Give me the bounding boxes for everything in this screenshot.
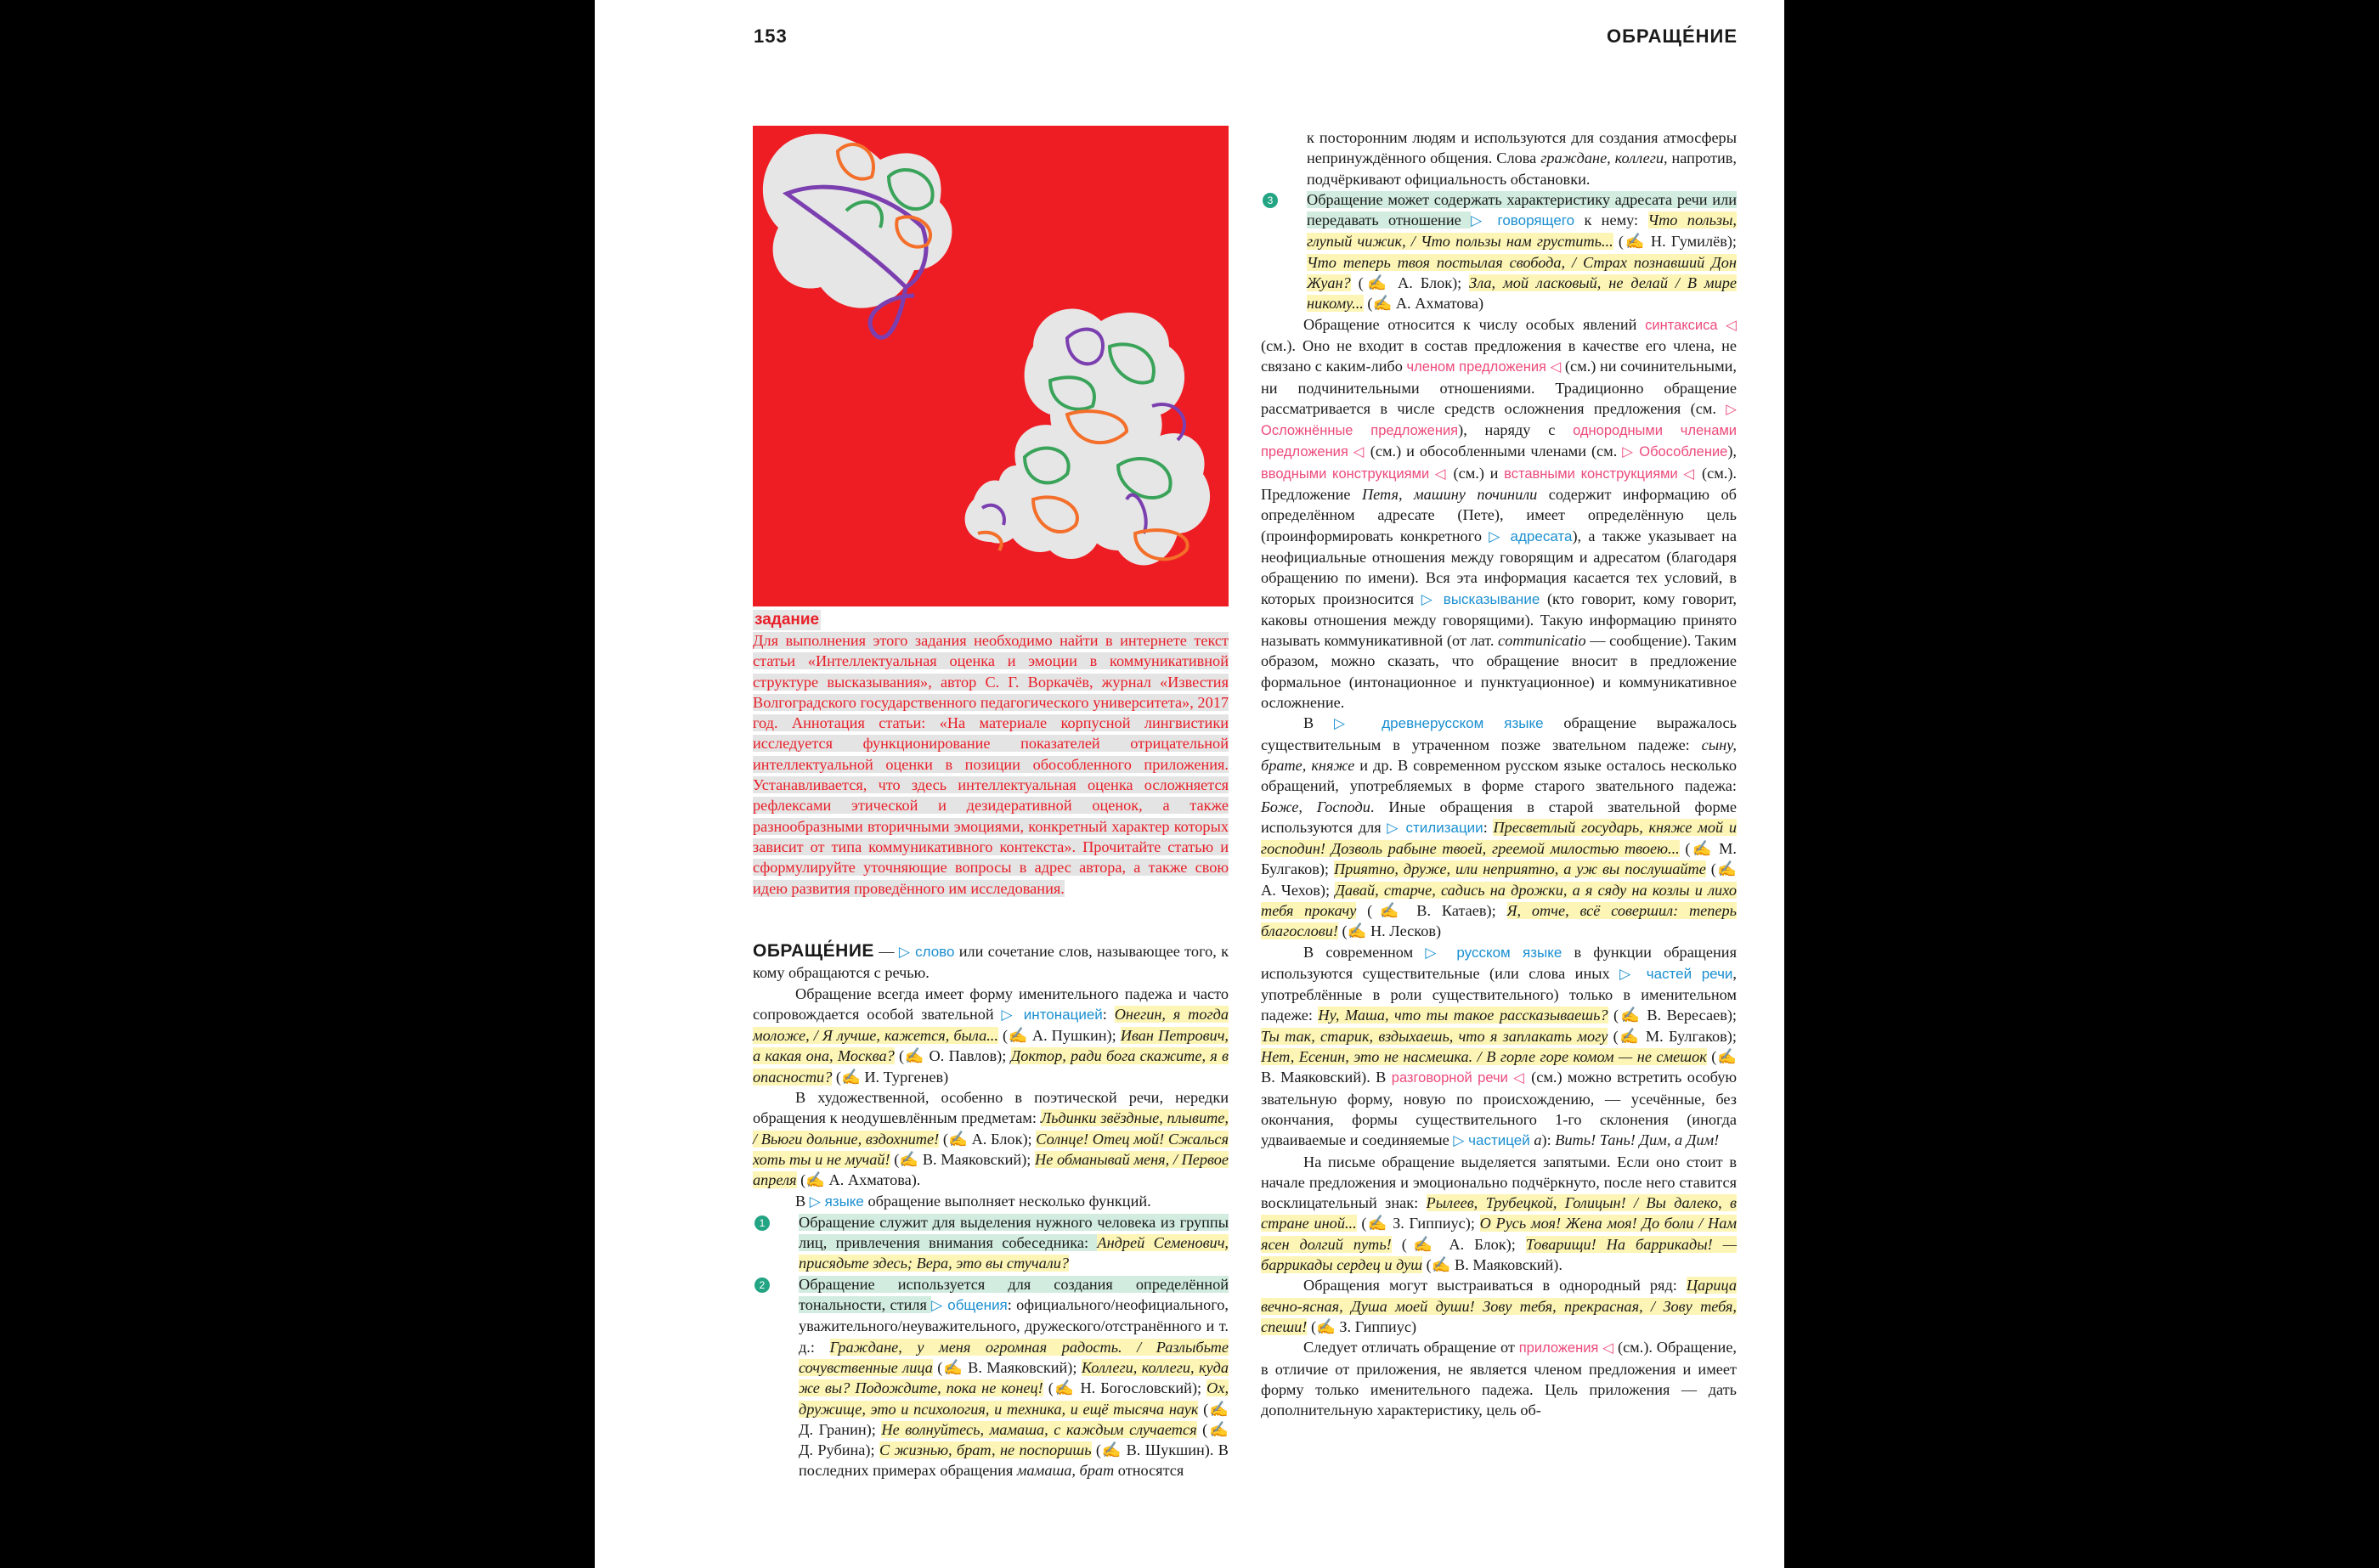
link-parts-of-speech[interactable]: ▷ частей речи	[1619, 965, 1733, 982]
paragraph: Следует отличать обращение от приложения ◁ (см.). Обращение, в отличие от приложения, не является членом предложения и имеет форму только именительного падежа. Цель приложения — дать дополнительную характеристику, цель об-	[1261, 1339, 1738, 1419]
link-stylization[interactable]: ▷ стилизации	[1387, 819, 1483, 836]
entry-definition: ОБРАЩЕ́НИЕ — ▷ слово или сочетание слов, называющее того, к кому обращаются с речью.	[753, 941, 1229, 982]
numbered-item-3: 3 Обращение может содержать характеристику адресата речи или передавать отношение ▷ говорящего к нему: Что пользы, глупый чижик, / Что пользы нам грустить... (✍ Н. Гумилёв); Что теперь твоя постылая свобода, / Страх познавший Дон Жуан? (✍ А. Блок); Зла, мой ласковый, не делай / В мире никому... (✍ А. Ахматова)	[1261, 189, 1737, 314]
number-badge: 1	[754, 1215, 770, 1231]
flower-drawing	[753, 126, 1229, 606]
number-badge: 3	[1263, 193, 1278, 208]
paragraph: Обращение всегда имеет форму именительного падежа и часто сопровождается особой звательной ▷ интонацией: Онегин, я тогда моложе, / Я лучше, кажется, была... (✍ А. Пушкин); Иван Петрович, а какая она, Москва? (✍ О. Павлов); Доктор, ради бога скажите, я в опасности? (✍ И. Тургенев)	[753, 984, 1229, 1086]
link-insert-constructions[interactable]: вставными конструкциями ◁	[1504, 465, 1697, 482]
task-title: задание	[754, 611, 820, 629]
numbered-item-2: 2 Обращение используется для создания определённой тональности, стиля ▷ общения: официального/неофициального, уважительного/неуважительного, дружеского/отстранённого и т. д.: Граждане, у меня огромная радость. / Разлыбьте сочувственные лица (✍ В. Маяковский); Коллеги, коллеги, куда же вы? Подождите, пока не конец! (✍ Н. Богословский); Ох, дружище, это и психология, и техника, и ещё тысяча наук (✍ Д. Гранин); Не волнуйтесь, мамаша, с каждым случается (✍ Д. Рубина); С жизнью, брат, не поспоришь (✍ В. Шукшин). В последних примерах обращения мамаша, брат относятся	[753, 1274, 1229, 1481]
paragraph: В художественной, особенно в поэтической речи, нередки обращения к неодушевлённым предметам: Льдинки звёздные, плывите, / Вьюги дольние, вздохните! (✍ А. Блок); Солнце! Отец мой! Сжалься хоть ты и не мучай! (✍ В. Маяковский); Не обманывай меня, / Первое апреля (✍ А. Ахматова).	[753, 1089, 1229, 1189]
page-number: 153	[754, 25, 788, 47]
running-title: ОБРАЩЕ́НИЕ	[1606, 25, 1738, 47]
right-column	[1261, 127, 1737, 1420]
link-colloquial-speech[interactable]: разговорной речи ◁	[1391, 1070, 1526, 1086]
entry-headword: ОБРАЩЕ́НИЕ	[753, 941, 874, 961]
link-apposition[interactable]: приложения ◁	[1518, 1340, 1614, 1356]
link-utterance[interactable]: ▷ высказывание	[1421, 590, 1540, 607]
link-old-russian[interactable]: ▷ древнерусском языке	[1334, 715, 1544, 732]
link-introductory[interactable]: вводными конструкциями ◁	[1261, 465, 1448, 482]
task-text: Для выполнения этого задания необходимо найти в интернете текст статьи «Интеллектуальная оценка и эмоции в коммуникативной структуре высказывания», автор С. Г. Воркачёв, журнал «Известия Волгоградского государственного педагогического университета», 2017 год. Аннотация статьи: «На материале корпусной лингвистики исследуется функционирование показателей отрицательной интеллектуальной оценки в позиции обособленного приложения. Устанавливается, что здесь интеллектуальная оценка осложняется рефлексами этической и дезидеративной оценок, а также разнообразными вторичными эмоциями, конкретный характер которых зависит от типа коммуникативного контекста». Прочитайте статью и сформулируйте уточняющие вопросы в адрес автора, а также свою идею развития проведённого им исследования.	[753, 632, 1229, 897]
paragraph: Обращения могут выстраиваться в однородный ряд: Царица вечно-ясная, Душа моей души! Зову тебя, прекрасная, / Зову тебя, спеши! (✍ З. Гиппиус)	[1261, 1277, 1737, 1335]
numbered-item-1: 1 Обращение служит для выделения нужного человека из группы лиц, привлечения внимания собеседника: Андрей Семенович, присядьте здесь; Вера, это вы стучали?	[753, 1212, 1229, 1274]
link-homogeneous-members[interactable]: однородными членами предложения ◁	[1261, 423, 1738, 460]
link-slovo[interactable]: ▷ слово	[898, 944, 955, 960]
link-addressee[interactable]: ▷ адресата	[1489, 527, 1573, 544]
link-sentence-member[interactable]: членом предложения ◁	[1406, 359, 1562, 375]
link-complicated-sentences[interactable]: ▷ Осложнённые предложения	[1261, 401, 1737, 439]
link-syntax[interactable]: синтаксиса ◁	[1645, 317, 1738, 333]
paragraph: Обращение относится к числу особых явлений синтаксиса ◁ (см.). Оно не входит в состав предложения в качестве его члена, не связано с каким-либо членом предложения ◁ (см.) ни сочинительными, ни подчинительными отношениями. Традиционно обращение рассматривается в числе средств осложнения предложения (см. ▷ Осложнённые предложения), наряду с однородными членами предложения ◁ (см.) и обособленными членами (см. ▷ Обособление), вводными конструкциями ◁ (см.) и вставными конструкциями ◁ (см.). Предложение Петя, машину починили содержит информацию об определённом адресате (Пете), имеет определённую цель (проинформировать конкретного ▷ адресата), а также указывает на неофициальные отношения между говорящим и адресатом (благодаря обращению по имени). Вся эта информация касается тех условий, в которых произносится ▷ высказывание (кто говорит, кому говорит, каковы отношения между говорящими). Такую информацию принято называть коммуникативной (от лат. communicatio — сообщение). Таким образом, можно сказать, что обращение вносит в предложение формальное (интонационное и пунктуационное) и коммуникативное осложнение.	[1261, 315, 1738, 712]
task-box	[753, 610, 1229, 899]
link-particle[interactable]: ▷ частицей	[1453, 1132, 1530, 1149]
paragraph: В ▷ древнерусском языке обращение выражалось существительным в утраченном позже звательном падеже: сыну, брате, княже и др. В современном русском языке осталось несколько обращений, употребляемых в форме старого звательного падежа: Боже, Господи. Иные обращения в старой звательной форме используются для ▷ стилизации: Пресветлый государь, княже мой и господин! Дозволь рабыне твоей, греемой милостью твоею... (✍ М. Булгаков); Приятно, друже, или неприятно, а уж вы послушайте (✍ А. Чехов); Давай, старче, садись на дрожки, а я сяду на козлы и лихо тебя прокачу (✍ В. Катаев); Я, отче, всё совершил: теперь благослови! (✍ Н. Лесков)	[1261, 714, 1738, 940]
left-column	[753, 941, 1229, 1481]
paragraph: В современном ▷ русском языке в функции обращения используются существительные (или слова иных ▷ частей речи, употреблённые в роли существительного) только в именительном падеже: Ну, Маша, что ты такое рассказываешь? (✍ В. Вересаев); Ты так, старик, вздыхаешь, что я заплакать могу (✍ М. Булгаков); Нет, Есенин, это не насмешка. / В горле горе комом — не смешок (✍ В. Маяковский). В разговорной речи ◁ (см.) можно встретить особую звательную форму, новую по происхождению, — усечённые, без окончания, формы существительного 1-го склонения (иногда удваиваемые и соединяемые ▷ частицей а): Вить! Тань! Дим, а Дим!	[1261, 943, 1737, 1149]
link-speaker[interactable]: ▷ говорящего	[1471, 212, 1575, 229]
link-communication[interactable]: ▷ общения	[931, 1297, 1008, 1314]
illustration	[753, 126, 1229, 606]
paragraph: к посторонним людям и используются для создания атмосферы непринуждённого общения. Слова граждане, коллеги, напротив, подчёркивают официальность обстановки.	[1307, 129, 1737, 188]
paragraph: На письме обращение выделяется запятыми. Если оно стоит в начале предложения и эмоционально подчёркнуто, после него ставится восклицательный знак: Рылеев, Трубецкой, Голицын! / Вы далеко, в стране иной... (✍ З. Гиппиус); О Русь моя! Жена моя! До боли / Нам ясен долгий путь! (✍ А. Блок); Товарищи! На баррикады! — баррикады сердец и душ (✍ В. Маяковский).	[1261, 1153, 1737, 1274]
link-isolation[interactable]: ▷ Обособление	[1622, 444, 1728, 460]
link-russian-language[interactable]: ▷ русском языке	[1425, 944, 1562, 961]
book-page	[595, 0, 1784, 1568]
link-intonation[interactable]: ▷ интонацией	[1001, 1006, 1103, 1023]
paragraph: В ▷ языке обращение выполняет несколько функций.	[795, 1192, 1151, 1210]
link-language[interactable]: ▷ языке	[809, 1193, 864, 1210]
number-badge: 2	[754, 1278, 770, 1293]
